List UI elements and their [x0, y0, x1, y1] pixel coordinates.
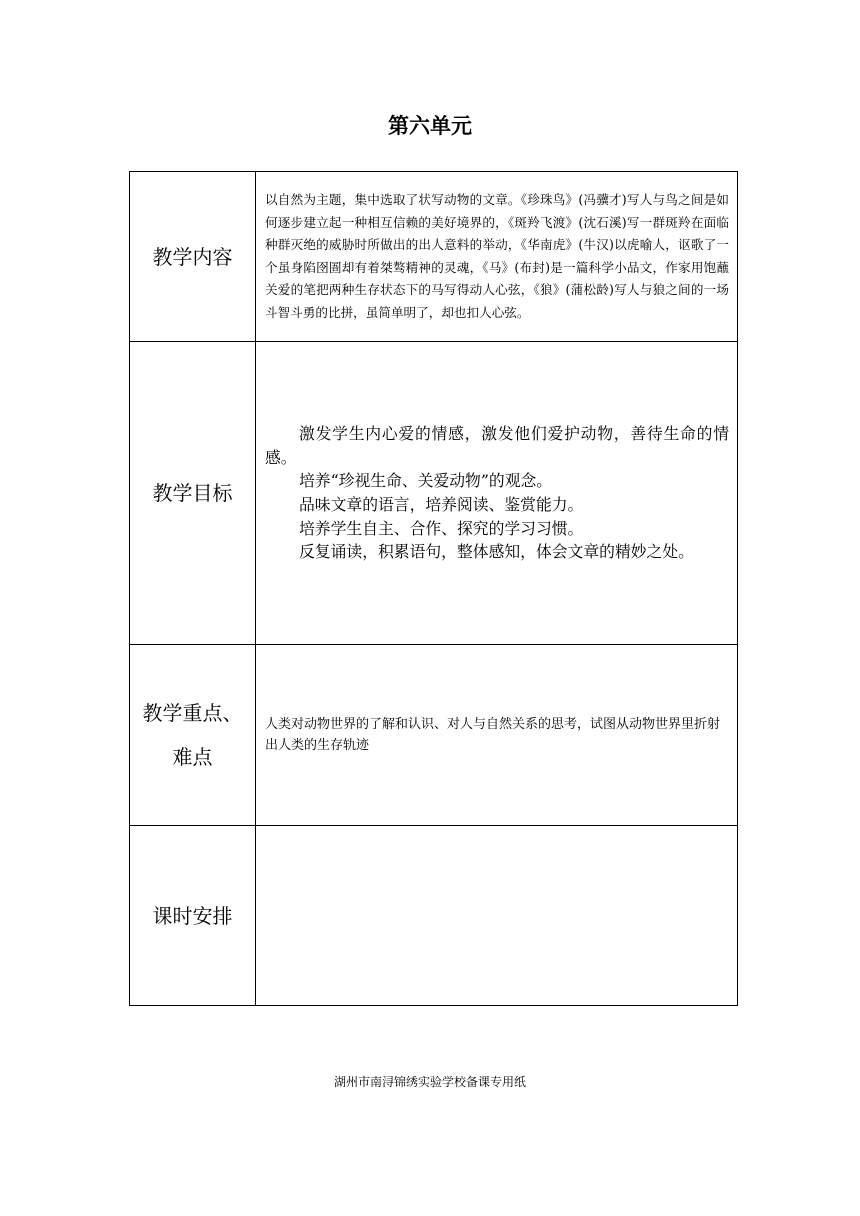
- row-value-key-points: [256, 645, 738, 826]
- teaching-content-text: 以自然为主题，集中选取了状写动物的文章。《珍珠鸟》(冯骥才)写人与鸟之间是如何逐步建立起一种相互信赖的美好境界的，《斑羚飞渡》(沈石溪)写一群斑羚在面临种群灭绝的威胁时所做出的出人意料的举动，《华南虎》(牛汉)以虎喻人，讴歌了一个虽身陷囹圄却有着桀骜精神的灵魂，《马》(布封)是一篇科学小品文，作家用饱蘸关爱的笔把两种生存状态下的马写得动人心弦，《狼》(蒲松龄)写人与狼之间的一场斗智斗勇的比拼，虽简单明了，却也扣人心弦。: [265, 192, 729, 320]
- key-points-text: 人类对动物世界的了解和认识、对人与自然关系的思考，试图从动物世界里折射出人类的生存轨迹: [265, 717, 721, 753]
- row-label-content: 教学内容: [130, 172, 256, 342]
- goal-item: 品味文章的语言，培养阅读、鉴赏能力。: [299, 495, 584, 514]
- row-label-key-points-line2: 难点: [172, 745, 213, 769]
- lesson-plan-table: [129, 171, 738, 1006]
- goal-item: 培养学生自主、合作、探究的学习习惯。: [299, 518, 584, 538]
- goal-item: 反复诵读，积累语句，整体感知，体会文章的精妙之处。: [299, 542, 694, 562]
- row-label-key-points: [130, 645, 256, 826]
- table-row-key-points: [130, 645, 738, 826]
- row-label-goals: 教学目标: [130, 342, 256, 645]
- goal-item: 激发学生内心爱的情感，激发他们爱护动物，善待生命的情感。: [265, 424, 729, 467]
- table-row-goals: [130, 342, 738, 645]
- page-footer: 湖州市南浔锦绣实验学校备课专用纸: [333, 1075, 526, 1089]
- table-row-schedule: [130, 826, 738, 1006]
- row-label-schedule: 课时安排: [130, 826, 256, 1006]
- row-value-goals: [256, 342, 738, 645]
- goal-item: 培养“珍视生命、关爱动物”的观念。: [299, 471, 553, 491]
- row-value-content: [256, 172, 738, 342]
- row-value-schedule: [256, 826, 738, 1006]
- page-title: 第六单元: [388, 114, 472, 138]
- row-label-key-points-line1: 教学重点、: [142, 701, 243, 725]
- table-row-content: [130, 172, 738, 342]
